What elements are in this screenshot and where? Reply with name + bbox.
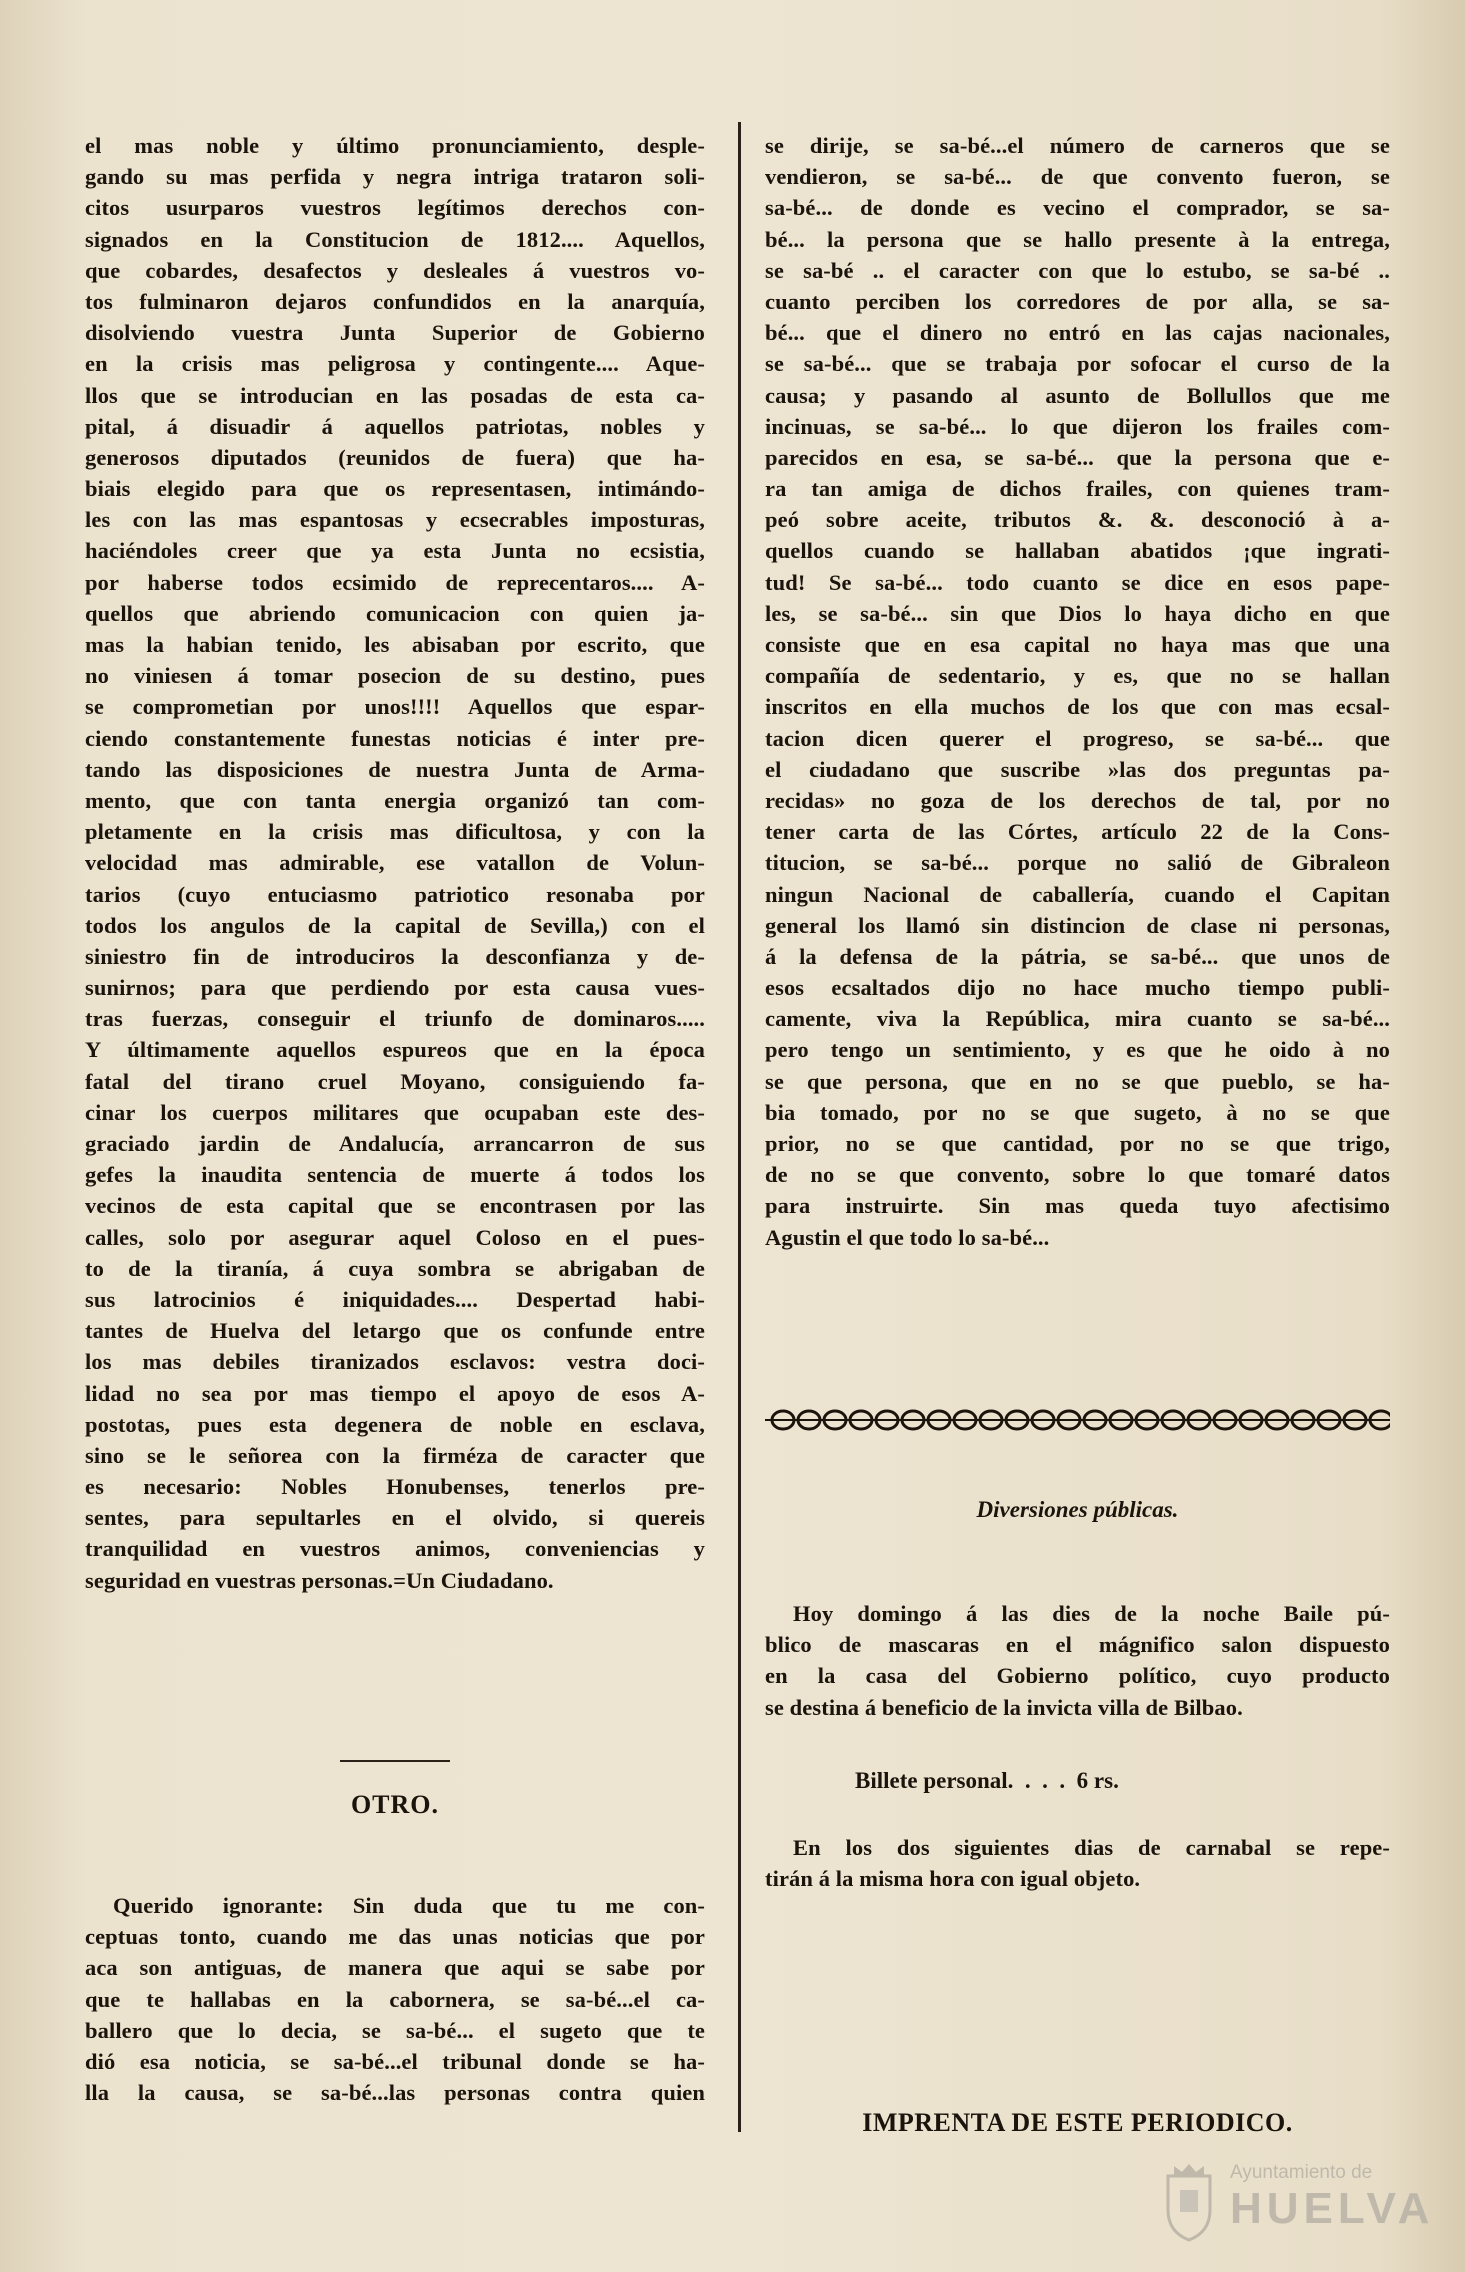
- left-column: [85, 130, 705, 1596]
- right-column-line: incinuas, se sa-bé... lo que dijeron los frailes com-: [765, 413, 1390, 439]
- right-column-line: tud! Se sa-bé... todo cuanto se dice en esos pape-: [765, 569, 1390, 595]
- watermark: [1160, 2162, 1435, 2234]
- right-column-line: se que persona, que en no se que pueblo, se ha-: [765, 1068, 1390, 1094]
- letter-lines-line: ballero que lo decia, se sa-bé... el sugeto que te: [85, 2017, 705, 2043]
- right-column-line: vendieron, se sa-bé... de que convento fueron, se: [765, 164, 1390, 190]
- letter-lines-line: ceptuas tonto, cuando me das unas noticias que por: [85, 1924, 705, 1950]
- right-column-line: Agustin el que todo lo sa-bé...: [765, 1224, 1050, 1250]
- left-column-line: sentes, para sepultarles en el olvido, si quereis: [85, 1505, 705, 1531]
- repite-lines-line: tirán á la misma hora con igual objeto.: [765, 1866, 1141, 1892]
- right-column-line: causa; y pasando al asunto de Bollullos que me: [765, 382, 1390, 408]
- right-column-line: se sa-bé... que se trabaja por sofocar el curso de la: [765, 351, 1390, 377]
- watermark-sub: Ayuntamiento de: [1230, 2162, 1373, 2183]
- left-column-line: tras fuerzas, conseguir el triunfo de dominaros.....: [85, 1006, 705, 1032]
- left-column-line: biais elegido para que os representasen, intimándo-: [85, 476, 705, 502]
- letter-lines-line: que te hallabas en la cabornera, se sa-bé...el ca-: [85, 1986, 705, 2012]
- left-column-line: ciendo constantemente funestas noticias é inter pre-: [85, 725, 705, 751]
- left-column-line: que cobardes, desafectos y desleales á vuestros vo-: [85, 257, 705, 283]
- left-column-line: velocidad mas admirable, ese vatallon de Volun-: [85, 850, 705, 876]
- right-column-line: el ciudadano que suscribe »las dos preguntas pa-: [765, 756, 1390, 782]
- left-column-line: fatal del tirano cruel Moyano, consiguiendo fa-: [85, 1068, 705, 1094]
- right-column-line: ra tan amiga de dichos frailes, con quienes tram-: [765, 476, 1390, 502]
- billete-price: Billete personal. . . . 6 rs.: [855, 1768, 1119, 1793]
- left-column-line: por haberse todos ecsimido de reprecentaros.... A-: [85, 569, 705, 595]
- left-column-line: calles, solo por asegurar aquel Coloso en el pues-: [85, 1224, 705, 1250]
- repite-lines-line: En los dos siguientes dias de carnabal se repe-: [793, 1835, 1390, 1860]
- left-column-line: todos los angulos de la capital de Sevilla,) con el: [85, 912, 705, 938]
- right-column-line: recidas» no goza de los derechos de tal, por no: [765, 787, 1390, 813]
- left-column-line: tos fulminaron dejaros confundidos en la anarquía,: [85, 288, 705, 314]
- left-column-line: lidad no sea por mas tiempo el apoyo de esos A-: [85, 1380, 705, 1406]
- left-column-line: llos que se introducian en las posadas de esta ca-: [85, 382, 705, 408]
- left-column-line: tranquilidad en vuestros animos, conveniencias y: [85, 1536, 705, 1562]
- right-column-line: tener carta de las Córtes, artículo 22 de la Cons-: [765, 819, 1390, 845]
- right-column-line: parecidos en esa, se sa-bé... que la persona que e-: [765, 444, 1390, 470]
- right-column-line: quellos cuando se hallaban abatidos ¡que ingrati-: [765, 538, 1390, 564]
- diversiones-lines-line: se destina á beneficio de la invicta villa de Bilbao.: [765, 1694, 1243, 1720]
- right-column-line: bé... la persona que se hallo presente à la entrega,: [765, 226, 1390, 252]
- right-column-line: para instruirte. Sin mas queda tuyo afectisimo: [765, 1193, 1390, 1219]
- crest-icon: [1160, 2162, 1218, 2242]
- left-column-line: generosos diputados (reunidos de fuera) que ha-: [85, 444, 705, 470]
- left-column-line: signados en la Constitucion de 1812.... Aquellos,: [85, 226, 705, 252]
- section-rule: [340, 1760, 450, 1762]
- left-column-line: disolviendo vuestra Junta Superior de Gobierno: [85, 320, 705, 346]
- right-column-line: les, se sa-bé... sin que Dios lo haya dicho en que: [765, 600, 1390, 626]
- letter-lines-line: Querido ignorante: Sin duda que tu me con-: [113, 1893, 705, 1918]
- left-column-line: Y últimamente aquellos espureos que en la época: [85, 1037, 705, 1063]
- diversiones-lines-line: blico de mascaras en el mágnifico salon dispuesto: [765, 1632, 1390, 1658]
- left-column-line: seguridad en vuestras personas.=Un Ciudadano.: [85, 1567, 554, 1593]
- repeat-notice: [765, 1832, 1390, 1894]
- diversiones-lines-line: en la casa del Gobierno político, cuyo producto: [765, 1663, 1390, 1689]
- letter-lines-line: lla la causa, se sa-bé...las personas contra quien: [85, 2080, 705, 2106]
- right-column-line: á la defensa de la pátria, se sa-bé... que unos de: [765, 943, 1390, 969]
- left-column-line: sunirnos; para que perdiendo por esta causa vues-: [85, 975, 705, 1001]
- otro-title: OTRO.: [350, 1790, 440, 1819]
- right-column-line: compañía de sedentario, y es, que no se hallan: [765, 663, 1390, 689]
- left-column-line: el mas noble y último pronunciamiento, desple-: [85, 133, 705, 158]
- diversiones-title: Diversiones públicas.: [976, 1497, 1179, 1522]
- right-column-line: cuanto perciben los corredores de por alla, se sa-: [765, 288, 1390, 314]
- column-divider: [738, 122, 741, 2132]
- left-column-line: cinar los cuerpos militares que ocupaban este des-: [85, 1099, 705, 1125]
- right-column-line: consiste que en esa capital no haya mas que una: [765, 632, 1390, 657]
- left-column-line: vecinos de esta capital que se encontrasen por las: [85, 1193, 705, 1219]
- left-column-line: gefes la inaudita sentencia de muerte á todos los: [85, 1162, 705, 1188]
- right-column-line: general los llamó sin distincion de clase ni personas,: [765, 912, 1390, 938]
- right-column-line: pero tengo un sentimiento, y es que he oido à no: [765, 1037, 1390, 1063]
- left-column-line: haciéndoles creer que ya esta Junta no ecsistia,: [85, 538, 705, 564]
- imprint-line: IMPRENTA DE ESTE PERIODICO.: [862, 2108, 1293, 2137]
- right-column-line: se dirije, se sa-bé...el número de carneros que se: [765, 133, 1390, 158]
- left-column-line: citos usurparos vuestros legítimos derechos con-: [85, 195, 705, 221]
- right-column-line: sa-bé... de donde es vecino el comprador, se sa-: [765, 195, 1390, 221]
- left-column-line: mento, que con tanta energia organizó tan com-: [85, 787, 705, 813]
- left-column-line: en la crisis mas peligrosa y contingente.... Aque-: [85, 351, 705, 377]
- left-column-line: postotas, pues esta degenera de noble en esclava,: [85, 1411, 705, 1437]
- right-column-line: bé... que el dinero no entró en las cajas nacionales,: [765, 320, 1390, 346]
- left-column-line: les con las mas espantosas y ecsecrables imposturas,: [85, 507, 705, 533]
- left-column-line: pital, á disuadir á aquellos patriotas, nobles y: [85, 413, 705, 439]
- left-column-line: se comprometian por unos!!!! Aquellos que espar-: [85, 694, 705, 720]
- left-column-line: tarios (cuyo entuciasmo patriotico resonaba por: [85, 881, 705, 907]
- left-column-line: tando las disposiciones de nuestra Junta de Arma-: [85, 756, 705, 782]
- right-column-line: de no se que convento, sobre lo que tomaré datos: [765, 1162, 1390, 1188]
- watermark-main: HUELVA: [1230, 2184, 1435, 2233]
- letter-lines-line: dió esa noticia, se sa-bé...el tribunal donde se ha-: [85, 2048, 705, 2074]
- right-column-line: tacion dicen querer el progreso, se sa-bé... que: [765, 725, 1390, 751]
- left-column-line: mas la habian tenido, les abisaban por escrito, que: [85, 632, 705, 657]
- right-column-line: prior, no se que cantidad, por no se que trigo,: [765, 1131, 1390, 1156]
- letter-text: [85, 1890, 705, 2108]
- diversiones-lines-line: Hoy domingo á las dies de la noche Baile pú-: [793, 1601, 1390, 1626]
- left-column-line: to de la tiranía, á cuya sombra se abrigaban de: [85, 1255, 705, 1281]
- right-column-line: bia tomado, por no se que sugeto, à no se que: [765, 1099, 1390, 1125]
- ornamental-border: [765, 1400, 1390, 1440]
- left-column-line: tantes de Huelva del letargo que os confunde entre: [85, 1318, 705, 1344]
- right-column-line: inscritos en ella muchos de los que con mas ecsal-: [765, 694, 1390, 720]
- right-column-line: se sa-bé .. el caracter con que lo estubo, se sa-bé ..: [765, 257, 1390, 283]
- right-column-line: camente, viva la República, mira cuanto se sa-bé...: [765, 1006, 1390, 1032]
- left-column-line: quellos que abriendo comunicacion con quien ja-: [85, 600, 705, 626]
- letter-lines-line: aca son antiguas, de manera que aqui se sabe por: [85, 1955, 705, 1981]
- left-column-line: sino se le señorea con la firméza de caracter que: [85, 1442, 705, 1468]
- otro-section: [85, 1760, 705, 1820]
- left-column-line: graciado jardin de Andalucía, arrancarron de sus: [85, 1131, 705, 1156]
- right-column-line: peó sobre aceite, tributos &. &. desconoció à a-: [765, 507, 1390, 533]
- left-column-line: es necesario: Nobles Honubenses, tenerlos pre-: [85, 1474, 705, 1500]
- right-column-line: titucion, se sa-bé... porque no salió de Gibraleon: [765, 850, 1390, 876]
- diversiones-body: [765, 1598, 1390, 1723]
- left-column-line: gando su mas perfida y negra intriga trataron soli-: [85, 164, 705, 190]
- left-column-line: siniestro fin de introduciros la desconfianza y de-: [85, 943, 705, 969]
- right-column: [765, 130, 1390, 1253]
- right-column-line: ningun Nacional de caballería, cuando el Capitan: [765, 881, 1390, 907]
- left-column-line: pletamente en la crisis mas dificultosa, y con la: [85, 819, 705, 845]
- left-column-line: los mas debiles tiranizados esclavos: vestra doci-: [85, 1349, 705, 1375]
- right-column-line: esos ecsaltados dijo no hace mucho tiempo publi-: [765, 975, 1390, 1001]
- left-column-line: no viniesen á tomar posecion de su destino, pues: [85, 663, 705, 689]
- left-column-line: sus latrocinios é iniquidades.... Despertad habi-: [85, 1286, 705, 1312]
